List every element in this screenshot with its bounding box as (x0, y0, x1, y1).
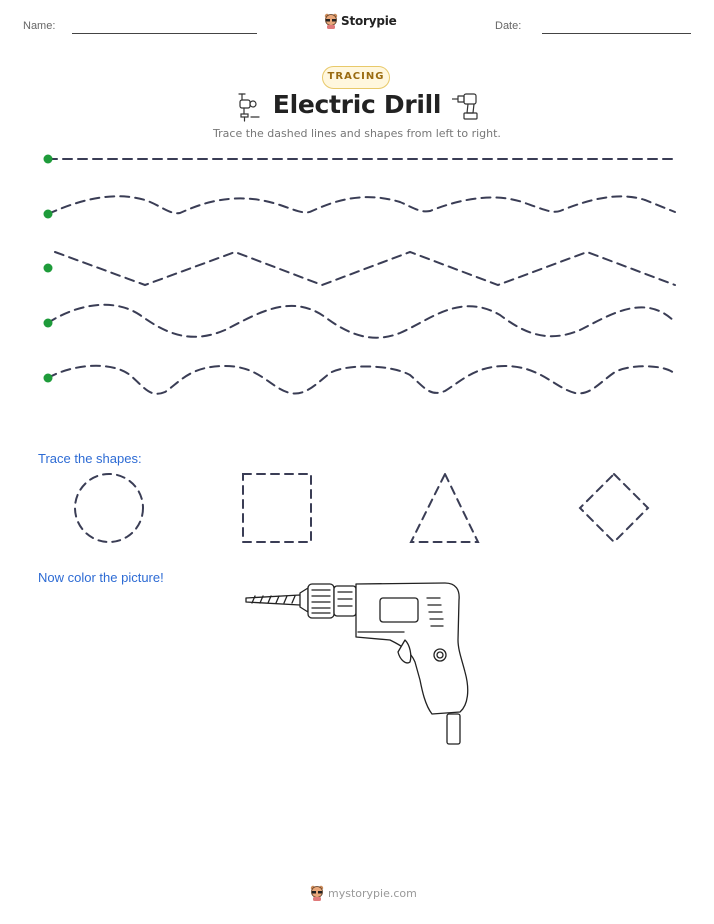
date-label: Date: (495, 20, 522, 32)
date-line[interactable] (542, 33, 691, 34)
tracing-line-wave-3 (48, 366, 675, 394)
start-dot-4 (44, 319, 53, 328)
worksheet-instructions: Trace the dashed lines and shapes from left to right. (213, 127, 501, 140)
start-dot-5 (44, 374, 53, 383)
coloring-section-label: Now color the picture! (38, 570, 164, 585)
footer-url[interactable]: mystorypie.com (328, 886, 417, 900)
start-dot-2 (44, 210, 53, 219)
tracing-line-wave-2 (48, 305, 675, 338)
cordless-drill-icon (451, 91, 479, 121)
electric-drill-coloring-image[interactable] (240, 578, 470, 748)
category-tag: TRACING (322, 66, 390, 89)
shape-circle (75, 474, 143, 542)
tracing-shapes-area[interactable] (60, 465, 660, 555)
footer (310, 885, 417, 901)
storypie-mascot-icon (310, 885, 324, 901)
shape-triangle (411, 474, 478, 542)
storypie-mascot-icon (324, 13, 338, 29)
tracing-line-wave-1 (48, 196, 675, 214)
shapes-section-label: Trace the shapes: (38, 451, 142, 466)
tracing-line-zigzag (55, 252, 675, 285)
brand-logo (324, 13, 397, 29)
tracing-lines-area[interactable] (0, 140, 714, 400)
worksheet-title: Electric Drill (272, 90, 442, 119)
shape-diamond (580, 474, 648, 542)
name-line[interactable] (72, 33, 257, 34)
name-label: Name: (23, 20, 56, 32)
brand-name: Storypie (341, 14, 397, 28)
shape-square (243, 474, 311, 542)
start-dot-1 (44, 155, 53, 164)
start-dot-3 (44, 264, 53, 273)
